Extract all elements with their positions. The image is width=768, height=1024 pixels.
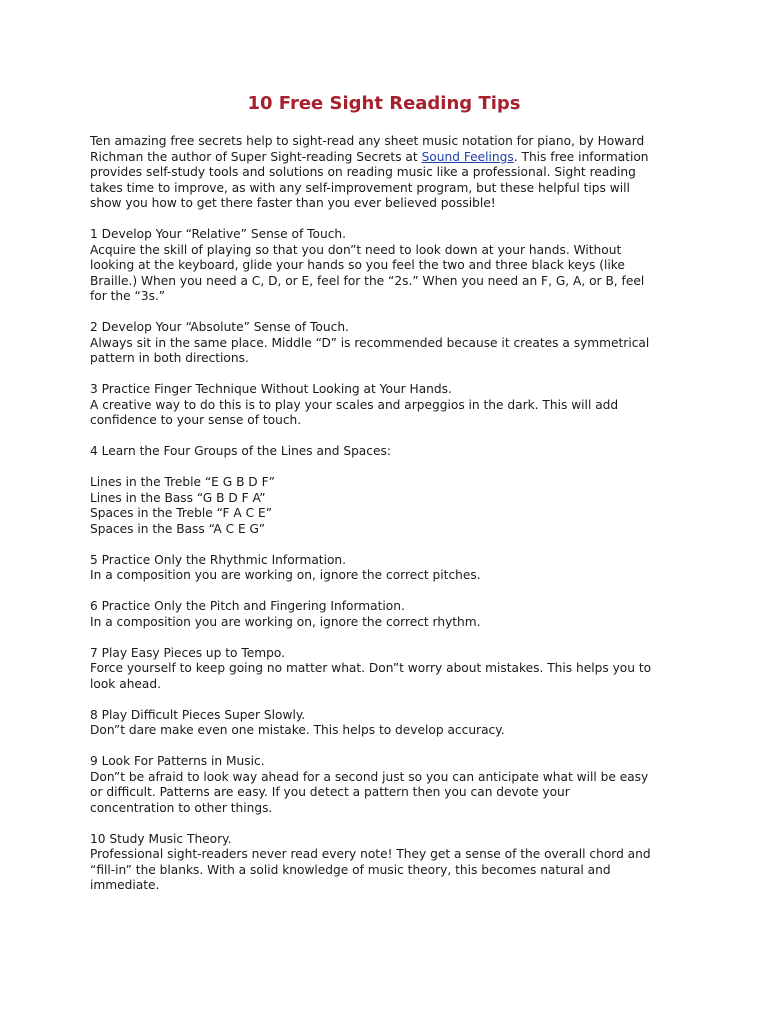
page-title: 10 Free Sight Reading Tips bbox=[247, 93, 521, 114]
tip-paragraph bbox=[90, 553, 690, 584]
intro-text-after-link: . This free information bbox=[513, 149, 649, 164]
intro-line: Ten amazing free secrets help to sight-read any sheet music notation for piano, by Howard bbox=[90, 134, 645, 148]
tip-paragraph bbox=[90, 320, 690, 367]
intro-line: provides self-study tools and solutions on reading music like a professional. Sight reading bbox=[90, 165, 636, 179]
tip-text-line: Don”t dare make even one mistake. This helps to develop accuracy. bbox=[90, 723, 505, 737]
tip-heading: 5 Practice Only the Rhythmic Information. bbox=[90, 552, 347, 567]
tip-text-line: Braille.) When you need a C, D, or E, feel for the “2s.” When you need an F, G, A, or B, feel bbox=[90, 273, 645, 288]
tip-text-line: for the “3s.” bbox=[90, 289, 166, 303]
tip-text-line: “fill-in” the blanks. With a solid knowledge of music theory, this becomes natural and bbox=[90, 862, 611, 877]
tip-text-line: look ahead. bbox=[90, 676, 162, 691]
tip-text-line: Always sit in the same place. Middle “D” is recommended because it creates a symmetrical bbox=[90, 335, 650, 350]
tip-paragraph bbox=[90, 599, 690, 630]
intro-text-before-link: Richman the author of Super Sight-reading Secrets at bbox=[90, 149, 422, 164]
tip-paragraph bbox=[90, 444, 690, 460]
tip-text-line: looking at the keyboard, glide your hands so you feel the two and three black keys (like bbox=[90, 258, 625, 272]
intro-line: show you how to get there faster than you ever believed possible! bbox=[90, 196, 496, 210]
tip-heading: 6 Practice Only the Pitch and Fingering Information. bbox=[90, 599, 405, 613]
tip-text-line: pattern in both directions. bbox=[90, 351, 249, 365]
tip-text-line: Spaces in the Bass “A C E G” bbox=[90, 521, 266, 536]
tip-heading: 4 Learn the Four Groups of the Lines and Spaces: bbox=[90, 444, 391, 458]
tip-heading: 8 Play Difficult Pieces Super Slowly. bbox=[90, 707, 306, 722]
tip-text-line: Lines in the Bass “G B D F A” bbox=[90, 490, 266, 505]
sound-feelings-link[interactable]: Sound Feelings bbox=[421, 149, 514, 164]
document-body bbox=[90, 134, 690, 909]
intro-line-with-link bbox=[90, 150, 690, 166]
tip-paragraph bbox=[90, 832, 690, 894]
tip-paragraph bbox=[90, 382, 690, 429]
tip-heading: 1 Develop Your “Relative” Sense of Touch. bbox=[90, 227, 346, 241]
tip-paragraph bbox=[90, 754, 690, 816]
tip-paragraph bbox=[90, 227, 690, 305]
tip-text-line: Don”t be afraid to look way ahead for a second just so you can anticipate what will be easy bbox=[90, 769, 649, 784]
tip-text-line: In a composition you are working on, ignore the correct pitches. bbox=[90, 568, 481, 582]
tip-text-line: concentration to other things. bbox=[90, 800, 273, 815]
tip-text-line: In a composition you are working on, ignore the correct rhythm. bbox=[90, 614, 481, 629]
intro-paragraph bbox=[90, 134, 690, 212]
intro-line: takes time to improve, as with any self-improvement program, but these helpful tips will bbox=[90, 180, 630, 195]
tip-paragraph bbox=[90, 646, 690, 693]
tip-heading: 2 Develop Your “Absolute” Sense of Touch. bbox=[90, 320, 349, 334]
tip-heading: Lines in the Treble “E G B D F” bbox=[90, 475, 275, 489]
tip-heading: 3 Practice Finger Technique Without Looking at Your Hands. bbox=[90, 382, 452, 396]
tip-heading: 9 Look For Patterns in Music. bbox=[90, 754, 265, 768]
tip-heading: 10 Study Music Theory. bbox=[90, 831, 232, 846]
tip-text-line: Acquire the skill of playing so that you don”t need to look down at your hands. Without bbox=[90, 242, 622, 257]
tip-text-line: or difficult. Patterns are easy. If you detect a pattern then you can devote your bbox=[90, 785, 570, 799]
tip-text-line: A creative way to do this is to play your scales and arpeggios in the dark. This will add bbox=[90, 397, 619, 412]
tip-text-line: Spaces in the Treble “F A C E” bbox=[90, 506, 273, 520]
tip-paragraph bbox=[90, 708, 690, 739]
tip-text-line: confidence to your sense of touch. bbox=[90, 413, 302, 427]
tip-text-line: Force yourself to keep going no matter what. Don”t worry about mistakes. This helps you to bbox=[90, 661, 652, 675]
tip-text-line: Professional sight-readers never read every note! They get a sense of the overall chord and bbox=[90, 847, 651, 861]
tip-heading: 7 Play Easy Pieces up to Tempo. bbox=[90, 645, 285, 660]
tip-paragraph bbox=[90, 475, 690, 537]
tips-list bbox=[90, 227, 690, 894]
tip-text-line: immediate. bbox=[90, 878, 160, 892]
